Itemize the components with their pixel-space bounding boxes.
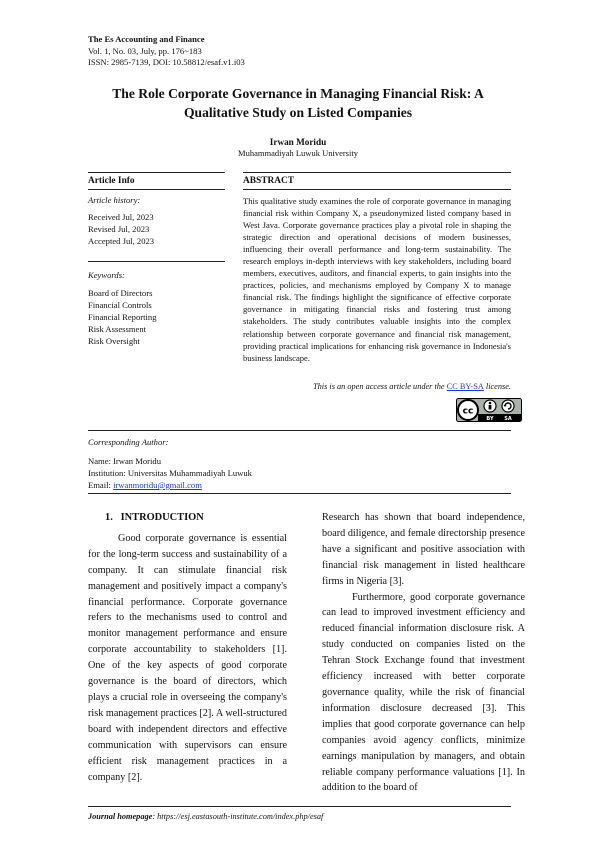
oa-suffix: license.	[483, 382, 511, 391]
keyword: Financial Reporting	[88, 312, 157, 322]
divider	[88, 430, 511, 431]
homepage-url[interactable]: https://esj.eastasouth-institute.com/index.php/esaf	[157, 812, 324, 821]
homepage-sep: :	[152, 812, 158, 821]
svg-text:cc: cc	[462, 406, 474, 417]
keyword: Board of Directors	[88, 288, 153, 298]
open-access-note	[243, 382, 511, 391]
article-info-heading: Article Info	[88, 176, 135, 186]
volume-line: Vol. 1, No. 03, July, pp. 176~183	[88, 45, 202, 56]
divider	[243, 189, 511, 190]
corr-email-line	[88, 479, 252, 491]
left-column	[88, 510, 287, 785]
title-line-2: Qualitative Study on Listed Companies	[183, 105, 413, 120]
keywords-label: Keywords:	[88, 270, 125, 280]
history-label: Article history:	[88, 195, 141, 205]
corr-name: Name: Irwan Moridu	[88, 456, 162, 466]
title-line-1: The Role Corporate Governance in Managing Financial Risk: A	[112, 86, 484, 101]
cc-sa-text: SA	[504, 416, 512, 422]
footer-divider	[88, 806, 511, 807]
keyword: Risk Oversight	[88, 336, 140, 346]
oa-prefix: This is an open access article under the	[313, 382, 447, 391]
corresponding-label: Corresponding Author:	[88, 437, 169, 447]
history-revised: Revised Jul, 2023	[88, 224, 150, 234]
paragraph: Research has shown that board independence, board diligence, and female directorship presence have a significant and positive association with financial risk management in listed healthcare firms in Nigeria [3].	[322, 512, 525, 587]
keyword: Financial Controls	[88, 300, 152, 310]
right-column	[322, 510, 525, 796]
divider	[88, 493, 511, 494]
keyword: Risk Assessment	[88, 324, 147, 334]
divider	[88, 261, 225, 262]
corresponding-details	[88, 455, 252, 491]
journal-header	[88, 34, 245, 69]
keywords-list	[88, 287, 157, 347]
abstract-heading: ABSTRACT	[243, 176, 295, 186]
email-label: Email:	[88, 480, 114, 490]
journal-name: The Es Accounting and Finance	[88, 34, 205, 44]
author-affiliation: Muhammadiyah Luwuk University	[238, 148, 358, 158]
divider	[88, 172, 225, 173]
cc-by-text: BY	[486, 416, 494, 422]
corr-institution: Institution: Universitas Muhammadiyah Luwuk	[88, 468, 252, 478]
license-link[interactable]: CC BY-SA	[446, 382, 484, 391]
journal-homepage	[88, 812, 323, 821]
email-link[interactable]: irwanmoridu@gmail.com	[113, 480, 202, 490]
paragraph: Good corporate governance is essential for the long-term success and sustainability of a company. It can stimulate financial risk management and positively impact a company's financial performance. Corporate governance refers to the mechanisms used to control and monitor management performance and ensure corporate accountability to stakeholders [1]. One of the key aspects of good corporate governance is the board of directors, which plays a crucial role in overseeing the company's risk management practices [2]. A well-structured board with independent directors and effective communication with supervisors can ensure efficient risk management practices in a company [2].	[88, 532, 287, 783]
homepage-label: Journal homepage	[88, 812, 153, 821]
paper-title	[88, 84, 508, 122]
abstract-text: This qualitative study examines the role of corporate governance in managing financial risk within Company X, a pseudonymized listed company based in West Java. Corporate governance practices play a pivotal role in shaping the strategic direction and operational decisions of modern businesses, influencing their overall performance and long-term sustainability. The research employs in-depth interviews with key stakeholders, including board members, executives, auditors, and financial experts, to gain insights into the practices, policies, and mechanisms employed by Company X to manage financial risk. The findings highlight the significance of effective corporate governance in mitigating financial risks and fostering trust among stakeholders. The study contributes valuable insights into the complex relationship between corporate governance and financial risk management, providing practical implications for enhancing risk governance in Indonesia's business landscape.	[243, 196, 511, 363]
cc-by-sa-badge-icon[interactable]	[456, 398, 522, 422]
history-accepted: Accepted Jul, 2023	[88, 236, 155, 246]
article-history	[88, 211, 154, 247]
author-name: Irwan Moridu	[269, 137, 327, 147]
paragraph: Furthermore, good corporate governance can lead to improved investment efficiency and reduced financial information disclosure risk. A study conducted on companies listed on the Tehran Stock Exchange found that investment efficiency increased with better corporate governance quality, while the risk of financial information disclosure decreased [3]. This implies that good corporate governance can help companies avoid agency conflicts, minimize earnings manipulation by managers, and obtain reliable company performance valuations [1]. In addition to the board of	[322, 591, 525, 794]
divider	[88, 189, 225, 190]
history-received: Received Jul, 2023	[88, 212, 154, 222]
section-heading-introduction: 1. INTRODUCTION	[105, 512, 204, 523]
divider	[243, 172, 511, 173]
issn-line: ISSN: 2985-7139, DOI: 10.58812/esaf.v1.i03	[88, 57, 245, 67]
